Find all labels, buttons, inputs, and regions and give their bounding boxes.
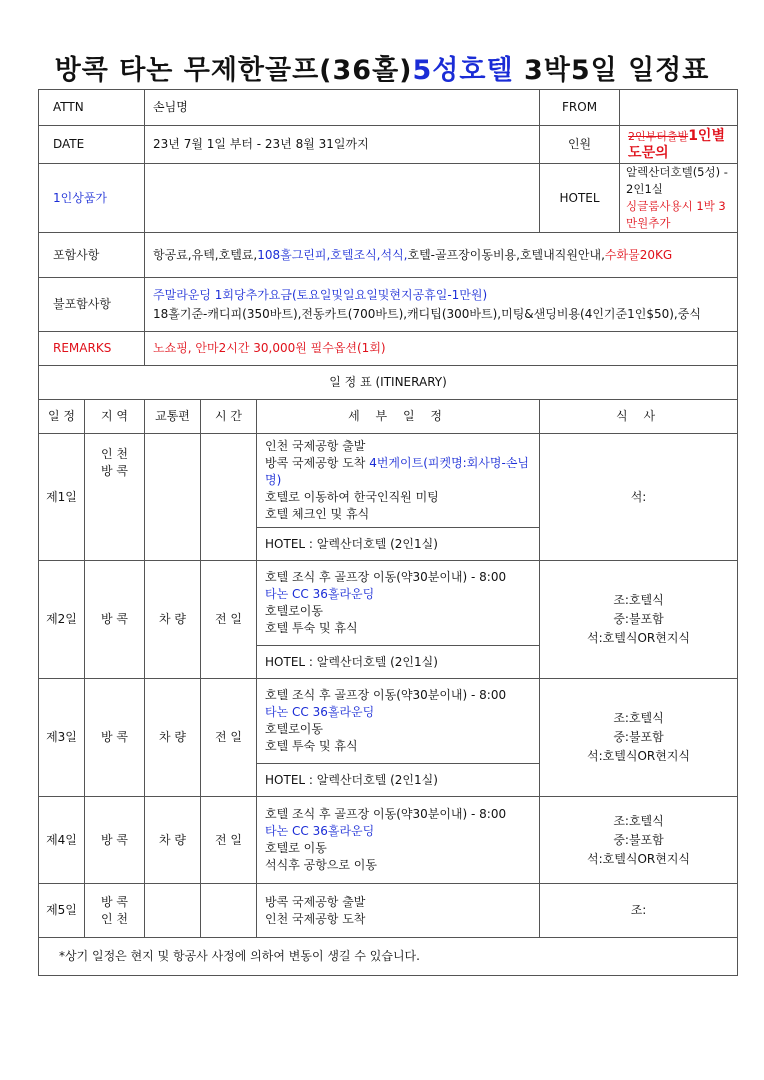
date-value: 23년 7월 1일 부터 - 23년 8월 31일까지 bbox=[145, 126, 540, 164]
hotel-value bbox=[620, 164, 738, 233]
attn-label: ATTN bbox=[39, 90, 145, 126]
included-part-b: 108홀그린피,호텔조식,석식, bbox=[257, 247, 408, 262]
day-meals bbox=[540, 434, 738, 561]
day-transport: 차 량 bbox=[145, 679, 201, 797]
included-label: 포함사항 bbox=[39, 233, 145, 278]
day-meals bbox=[540, 679, 738, 797]
day-transport: 차 량 bbox=[145, 561, 201, 679]
gate-info: 4번게이트(피켓명:회사명-손님명) bbox=[265, 456, 529, 487]
header-transport: 교통편 bbox=[145, 400, 201, 434]
day-label: 제4일 bbox=[39, 797, 85, 884]
info-row-excluded bbox=[39, 278, 738, 332]
detail-line: 호텔로 이동 bbox=[265, 841, 327, 855]
day-row-1 bbox=[39, 434, 738, 528]
day-meals bbox=[540, 797, 738, 884]
meal-line: 석:호텔식OR현지식 bbox=[587, 851, 691, 866]
hotel-label: HOTEL bbox=[540, 164, 620, 233]
footnote-row bbox=[39, 938, 738, 976]
meal-line: 석:호텔식OR현지식 bbox=[587, 631, 691, 645]
detail-line: 호텔 조식 후 골프장 이동(약30분이내) - 8:00 bbox=[265, 807, 507, 821]
date-label: DATE bbox=[39, 126, 145, 164]
day-region bbox=[85, 434, 145, 561]
day-time: 전 일 bbox=[201, 797, 257, 884]
title-duration: 3박5일 일정표 bbox=[513, 55, 710, 86]
detail-line: 호텔 체크인 및 휴식 bbox=[265, 507, 370, 521]
meal-line: 중:불포함 bbox=[613, 612, 664, 626]
day-detail bbox=[257, 797, 540, 884]
day-time: 전 일 bbox=[201, 561, 257, 679]
detail-line: 호텔로이동 bbox=[265, 604, 323, 618]
excluded-line-1: 주말라운딩 1회당추가요금(토요일및일요일및현지공휴일-1만원) bbox=[153, 287, 488, 302]
people-value bbox=[620, 126, 738, 164]
header-detail: 세 부 일 정 bbox=[257, 400, 540, 434]
detail-line: 호텔 투숙 및 휴식 bbox=[265, 621, 358, 635]
day-time bbox=[201, 884, 257, 938]
detail-line: 타논 CC 36홀라운딩 bbox=[265, 587, 375, 601]
day-transport bbox=[145, 884, 201, 938]
day-row-2 bbox=[39, 561, 738, 646]
included-part-c: 호텔-골프장이동비용,호텔내직원안내, bbox=[407, 247, 605, 262]
region-line: 방 콕 bbox=[101, 464, 128, 478]
day-detail bbox=[257, 434, 540, 528]
footnote: *상기 일정은 현지 및 항공사 사정에 의하여 변동이 생길 수 있습니다. bbox=[39, 938, 738, 976]
included-part-d: 수화물20KG bbox=[604, 247, 673, 262]
included-part-a: 항공료,유텍,호텔료, bbox=[153, 247, 258, 262]
detail-line: 호텔로 이동하여 한국인직원 미팅 bbox=[265, 490, 439, 504]
detail-line: 인천 국제공항 출발 bbox=[265, 439, 366, 453]
title-main: 방콕 타논 무제한골프(36홀) bbox=[54, 55, 413, 86]
day-region: 방 콕 bbox=[85, 797, 145, 884]
day-region: 방 콕 bbox=[85, 561, 145, 679]
day-label: 제5일 bbox=[39, 884, 85, 938]
header-time: 시 간 bbox=[201, 400, 257, 434]
meal-line: 조: bbox=[630, 903, 647, 917]
people-label: 인원 bbox=[540, 126, 620, 164]
day-hotel: HOTEL : 알렉산더호텔 (2인1실) bbox=[257, 764, 540, 797]
excluded-value bbox=[145, 278, 738, 332]
day-label: 제2일 bbox=[39, 561, 85, 679]
day-transport: 차 량 bbox=[145, 797, 201, 884]
from-value bbox=[620, 90, 738, 126]
detail-line: 호텔로이동 bbox=[265, 722, 323, 736]
detail-line: 호텔 투숙 및 휴식 bbox=[265, 739, 358, 753]
info-row-attn bbox=[39, 90, 738, 126]
day-time bbox=[201, 434, 257, 561]
info-row-date bbox=[39, 126, 738, 164]
day-time: 전 일 bbox=[201, 679, 257, 797]
header-day: 일 정 bbox=[39, 400, 85, 434]
header-region: 지 역 bbox=[85, 400, 145, 434]
detail-line: 방콕 국제공항 도착 4번게이트(피켓명:회사명-손님명) bbox=[265, 456, 529, 487]
day-label: 제3일 bbox=[39, 679, 85, 797]
day-row-3 bbox=[39, 679, 738, 764]
detail-line: 타논 CC 36홀라운딩 bbox=[265, 705, 375, 719]
remarks-value: 노쇼핑, 안마2시간 30,000원 필수옵션(1회) bbox=[145, 332, 738, 366]
info-row-included bbox=[39, 233, 738, 278]
itinerary-header-row bbox=[39, 400, 738, 434]
day-row-4 bbox=[39, 797, 738, 884]
meal-line: 석:호텔식OR현지식 bbox=[587, 749, 691, 763]
region-line: 인 천 bbox=[101, 911, 128, 926]
meal-line: 조:호텔식 bbox=[613, 813, 664, 828]
itinerary-document bbox=[38, 89, 738, 976]
hotel-line-2: 싱글룸사용시 1박 3만원추가 bbox=[626, 199, 726, 230]
remarks-label: REMARKS bbox=[39, 332, 145, 366]
info-row-remarks bbox=[39, 332, 738, 366]
info-row-hotel bbox=[39, 164, 738, 233]
day-region bbox=[85, 884, 145, 938]
detail-line: 방콕 국제공항 출발 bbox=[265, 894, 366, 909]
day-meals bbox=[540, 884, 738, 938]
people-note: 1인별도문의 bbox=[628, 127, 725, 161]
day-transport bbox=[145, 434, 201, 561]
meal-line: 중:불포함 bbox=[613, 730, 664, 744]
day-region: 방 콕 bbox=[85, 679, 145, 797]
detail-line: 인천 국제공항 도착 bbox=[265, 911, 366, 926]
day-detail bbox=[257, 884, 540, 938]
day-meals bbox=[540, 561, 738, 679]
day-detail bbox=[257, 561, 540, 646]
page-title bbox=[0, 48, 764, 87]
day-row-5 bbox=[39, 884, 738, 938]
detail-line: 타논 CC 36홀라운딩 bbox=[265, 824, 375, 838]
itinerary-heading-row bbox=[39, 366, 738, 400]
from-label: FROM bbox=[540, 90, 620, 126]
day-detail bbox=[257, 679, 540, 764]
day-hotel: HOTEL : 알렉산더호텔 (2인1실) bbox=[257, 528, 540, 561]
hotel-line-1: 알렉산더호텔(5성) - 2인1실 bbox=[626, 165, 728, 196]
meal-line: 조:호텔식 bbox=[613, 711, 664, 725]
price-label: 1인상품가 bbox=[39, 164, 145, 233]
meal-line: 조:호텔식 bbox=[613, 593, 664, 607]
detail-line: 석식후 공항으로 이동 bbox=[265, 858, 377, 872]
people-struck: 2인부터출발 bbox=[628, 129, 689, 143]
detail-line: 호텔 조식 후 골프장 이동(약30분이내) - 8:00 bbox=[265, 688, 507, 702]
included-value bbox=[145, 233, 738, 278]
title-hotel-grade: 5성호텔 bbox=[412, 55, 514, 86]
price-value bbox=[145, 164, 540, 233]
region-line: 인 천 bbox=[101, 447, 128, 461]
meal-line: 중:불포함 bbox=[613, 832, 664, 847]
header-meal: 식 사 bbox=[540, 400, 738, 434]
excluded-label: 불포함사항 bbox=[39, 278, 145, 332]
day-label: 제1일 bbox=[39, 434, 85, 561]
meal-line: 석: bbox=[630, 489, 647, 504]
region-line: 방 콕 bbox=[101, 894, 128, 909]
itinerary-heading: 일 정 표 (ITINERARY) bbox=[39, 366, 738, 400]
excluded-line-2: 18홀기준-캐디피(350바트),전동카트(700바트),캐디팁(300바트),미팅&샌딩비용(4인기준1인$50),중식 bbox=[153, 306, 701, 321]
attn-value: 손님명 bbox=[145, 90, 540, 126]
detail-line: 호텔 조식 후 골프장 이동(약30분이내) - 8:00 bbox=[265, 570, 507, 584]
day-hotel: HOTEL : 알렉산더호텔 (2인1실) bbox=[257, 646, 540, 679]
